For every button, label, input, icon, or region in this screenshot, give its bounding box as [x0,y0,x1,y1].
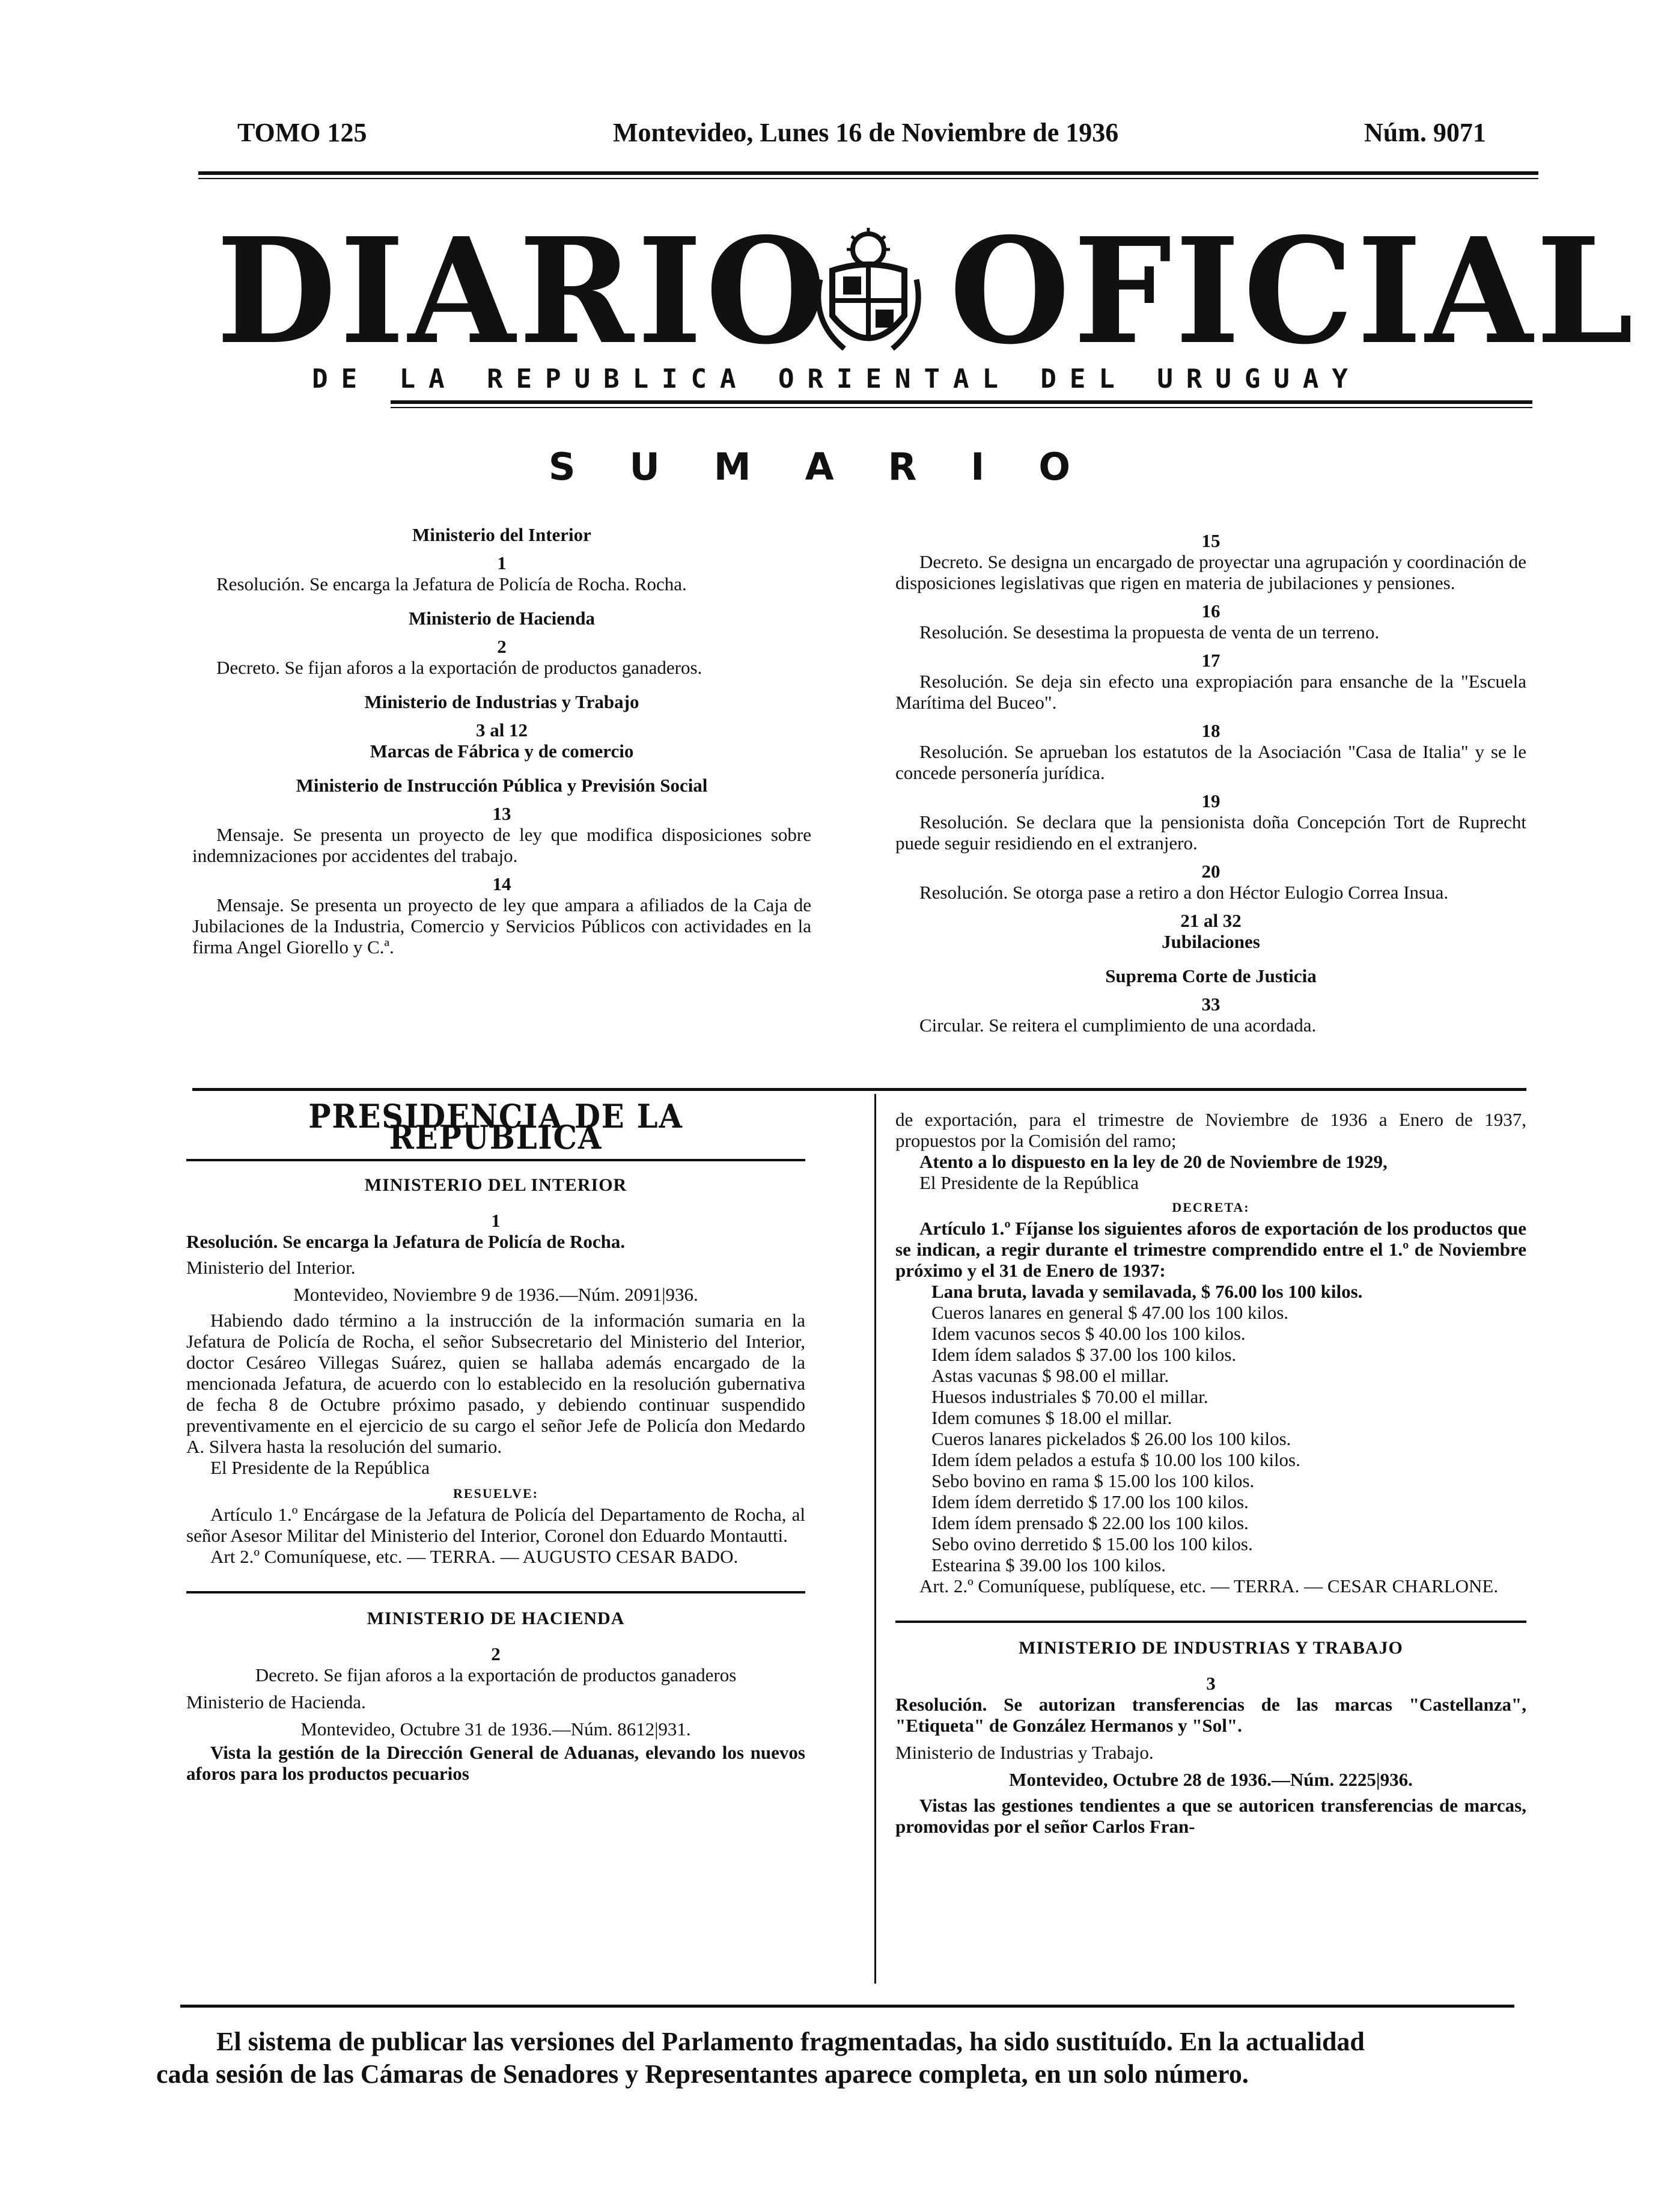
masthead-rule [391,400,1532,404]
sumario-section-heading: Marcas de Fábrica y de comercio [370,741,634,762]
sumario-item-number: 14 [492,873,511,894]
sumario-title: SUMARIO [548,445,1125,489]
sumario-item: Decreto. Se fijan aforos a la exportación de productos ganaderos. [216,657,702,678]
aforo-item: Idem ídem salados $ 37.00 los 100 kilos. [931,1344,1237,1365]
sumario-item-number: 15 [1201,530,1220,551]
sumario-section-heading: Jubilaciones [1162,931,1260,952]
hacienda-heading: MINISTERIO DE HACIENDA [367,1609,625,1628]
sumario-ministry-heading: Ministerio del Interior [412,524,591,545]
industrias-number: 3 [1206,1673,1216,1694]
aforo-item: Idem vacunos secos $ 40.00 los 100 kilos. [931,1323,1246,1344]
sumario-item-number: 33 [1201,994,1220,1015]
masthead-word-1: DIARIO [216,206,830,377]
aforo-item: Estearina $ 39.00 los 100 kilos. [931,1554,1166,1575]
interior-text: Habiendo dado término a la instrucción de la información sumaria en la Jefatura de Policía de Rocha, el señor Subsecretario del Ministerio del Interior, doctor Cesáreo Villegas Suárez, quien se hallaba además encargado de la mencionada Jefatura, de acuerdo con lo establecido en la resolución gubernativa de fecha 8 de Octubre próximo pasado, y debiendo continuar suspendido preventivamente en el ejercicio de su cargo el señor Jefe de Policía don Medardo A. Silvera hasta la resolución del sumario. [186,1310,805,1457]
sumario-item: Circular. Se reitera el cumplimiento de una acordada. [919,1015,1317,1036]
hacienda-rule [186,1591,805,1593]
masthead-subtitle: DE LA REPUBLICA ORIENTAL DEL URUGUAY [312,364,1361,394]
sumario-item: Resolución. Se otorga pase a retiro a don Héctor Eulogio Correa Insua. [919,882,1449,903]
tomo-label: TOMO 125 [237,118,367,147]
aforo-item: Cueros lanares pickelados $ 26.00 los 100 kilos. [931,1428,1291,1449]
sumario-item: Resolución. Se declara que la pensionista doña Concepción Tort de Ruprecht puede seguir residiendo en el extranjero. [895,811,1526,854]
aforo-item: Lana bruta, lavada y semilavada, $ 76.00 los 100 kilos. [931,1281,1363,1302]
sumario-item: Resolución. Se desestima la propuesta de venta de un terreno. [919,622,1380,643]
interior-art2: Art 2.º Comuníquese, etc. — TERRA. — AUGUSTO CESAR BADO. [210,1546,739,1567]
interior-title: Resolución. Se encarga la Jefatura de Policía de Rocha. [186,1231,626,1252]
masthead-rule-thin [391,407,1532,408]
sumario-item-number: 1 [497,552,507,573]
hacienda-president: El Presidente de la República [919,1172,1139,1193]
coat-of-arms-icon [808,225,928,364]
industrias-text: Vistas las gestiones tendientes a que se autoricen transferencias de marcas, promovidas por el señor Carlos Fran- [895,1795,1526,1837]
footer-line-2: cada sesión de las Cámaras de Senadores y Representantes aparece completa, en un solo número. [156,2059,1249,2089]
sumario-ministry-heading: Ministerio de Hacienda [409,608,595,629]
sumario-item-number: 19 [1201,790,1220,811]
sumario-bottom-rule [192,1088,1526,1091]
sumario-item: Resolución. Se encarga la Jefatura de Policía de Rocha. Rocha. [216,573,687,594]
body-left-column [186,1097,805,1784]
aforo-item: Cueros lanares en general $ 47.00 los 100 kilos. [931,1302,1289,1323]
industrias-rule [895,1621,1526,1623]
sumario-ministry-heading: Ministerio de Instrucción Pública y Previsión Social [296,775,708,796]
industrias-dateline: Montevideo, Octubre 28 de 1936.—Núm. 2225|936. [1009,1769,1413,1790]
sumario-item-number: 21 al 32 [1180,910,1242,931]
sumario-item-number: 2 [497,636,507,657]
issue-number: Núm. 9071 [1364,118,1486,147]
interior-president: El Presidente de la República [210,1457,430,1478]
aforo-item: Idem comunes $ 18.00 el millar. [931,1407,1172,1428]
hacienda-ministry: Ministerio de Hacienda. [186,1691,366,1712]
hacienda-atento: Atento a lo dispuesto en la ley de 20 de Noviembre de 1929, [919,1151,1388,1172]
hacienda-dateline: Montevideo, Octubre 31 de 1936.—Núm. 8612|931. [300,1719,691,1740]
industrias-title: Resolución. Se autorizan transferencias de las marcas "Castellanza", "Etiqueta" de González Hermanos y "Sol". [895,1694,1526,1736]
aforo-item: Astas vacunas $ 98.00 el millar. [931,1365,1169,1386]
hacienda-title: Decreto. Se fijan aforos a la exportación de productos ganaderos [255,1664,737,1685]
hacienda-art1: Artículo 1.º Fíjanse los siguientes aforos de exportación de los productos que se indican, a regir durante el trimestre comprendido entre el 1.º de Noviembre próximo y el 31 de Enero de 1937: [895,1218,1526,1281]
sumario-item-number: 20 [1201,861,1220,882]
aforos-list [895,1281,1526,1575]
hacienda-text: Vista la gestión de la Dirección General de Aduanas, elevando los nuevos aforos para los productos pecuarios [186,1742,805,1784]
masthead-word-2: OFICIAL [949,206,1638,377]
footer-notice [156,2026,1514,2091]
interior-dateline: Montevideo, Noviembre 9 de 1936.—Núm. 2091|936. [293,1284,698,1305]
sumario-item: Resolución. Se aprueban los estatutos de la Asociación "Casa de Italia" y se le concede personería jurídica. [895,741,1526,783]
column-divider [874,1094,876,1984]
hacienda-continuation: de exportación, para el trimestre de Noviembre de 1936 a Enero de 1937, propuestos por la Comisión del ramo; [895,1109,1526,1151]
interior-art1: Artículo 1.º Encárgase de la Jefatura de Policía del Departamento de Rocha, al señor Asesor Militar del Ministerio del Interior, Coronel don Eduardo Montautti. [186,1504,805,1546]
sumario-ministry-heading: Ministerio de Industrias y Trabajo [364,691,639,712]
sumario-item: Decreto. Se designa un encargado de proyectar una agrupación y coordinación de disposiciones legislativas que rigen en materia de jubilaciones y pensiones. [895,551,1526,593]
sumario-item-number: 18 [1201,720,1220,741]
aforo-item: Sebo ovino derretido $ 15.00 los 100 kilos. [931,1533,1253,1554]
sumario-item: Mensaje. Se presenta un proyecto de ley que ampara a afiliados de la Caja de Jubilaciones de la Industria, Comercio y Servicios Públicos con actividades en la firma Angel Giorello y C.ª. [192,894,811,958]
interior-heading: MINISTERIO DEL INTERIOR [364,1175,627,1195]
aforo-item: Huesos industriales $ 70.00 el millar. [931,1386,1208,1407]
sumario-item: Resolución. Se deja sin efecto una expropiación para ensanche de la "Escuela Marítima del Buceo". [895,671,1526,713]
sumario-ministry-heading: Suprema Corte de Justicia [1105,965,1317,986]
footer-rule [180,2005,1514,2008]
sumario-item: Mensaje. Se presenta un proyecto de ley que modifica disposiciones sobre indemnizaciones por accidentes del trabajo. [192,824,811,866]
interior-number: 1 [491,1210,501,1231]
top-rule [198,171,1538,175]
hacienda-art2: Art. 2.º Comuníquese, publíquese, etc. — TERRA. — CESAR CHARLONE. [919,1575,1499,1596]
issue-date: Montevideo, Lunes 16 de Noviembre de 1936 [613,118,1119,147]
sumario-item-number: 17 [1201,650,1220,671]
aforo-item: Idem ídem pelados a estufa $ 10.00 los 100 kilos. [931,1449,1300,1470]
hacienda-number: 2 [491,1643,501,1664]
sumario-right-column [895,523,1526,1036]
presidencia-rule [186,1159,805,1161]
interior-ministry: Ministerio del Interior. [186,1257,356,1278]
aforo-item: Idem ídem derretido $ 17.00 los 100 kilos. [931,1491,1249,1512]
industrias-heading: MINISTERIO DE INDUSTRIAS Y TRABAJO [1019,1638,1403,1658]
sumario-item-number: 16 [1201,600,1220,622]
industrias-ministry: Ministerio de Industrias y Trabajo. [895,1742,1154,1763]
presidencia-heading: PRESIDENCIA DE LA REPUBLICA [308,1097,683,1156]
interior-resuelve: RESUELVE: [453,1486,538,1501]
aforo-item: Idem ídem prensado $ 22.00 los 100 kilos. [931,1512,1249,1533]
aforo-item: Sebo bovino en rama $ 15.00 los 100 kilos. [931,1470,1255,1491]
sumario-item-number: 3 al 12 [475,720,528,741]
body-right-column [895,1109,1526,1837]
sumario-left-column [192,511,811,958]
sumario-item-number: 13 [492,803,511,824]
hacienda-decreta: DECRETA: [1172,1200,1250,1215]
top-rule-thin [198,178,1538,179]
footer-line-1: El sistema de publicar las versiones del Parlamento fragmentadas, ha sido sustituído. En la actualidad [216,2027,1365,2056]
